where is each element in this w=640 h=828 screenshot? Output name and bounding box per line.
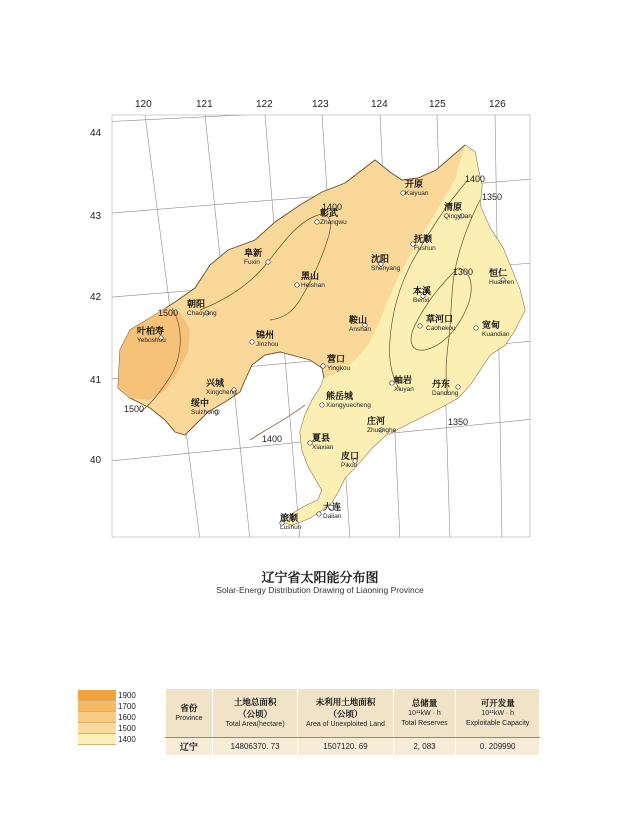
city-dot-icon	[315, 220, 319, 224]
city-dot-icon	[474, 326, 478, 330]
city-dot-icon	[456, 385, 460, 389]
city-name-zh: 庄河	[367, 417, 386, 427]
city-name-zh: 旅顺	[280, 514, 299, 524]
city-name-zh: 鞍山	[349, 316, 368, 326]
header-total-reserves	[393, 689, 456, 738]
city-name-en: Benxi	[413, 297, 430, 304]
city-name-zh: 清原	[444, 203, 463, 213]
city-name-zh: 恒仁	[489, 269, 508, 279]
header-unit: 10¹¹kW · h	[481, 710, 515, 717]
city-name-en: Fuxin	[244, 259, 260, 266]
longitude-tick: 125	[429, 99, 446, 110]
city-name-en: Xiaxian	[312, 444, 334, 451]
header-en: Province	[175, 715, 203, 722]
longitude-tick: 126	[489, 99, 506, 110]
city-dot-icon	[250, 340, 254, 344]
city-name-zh: 黑山	[301, 272, 320, 282]
city-name-zh: 阜新	[244, 249, 263, 259]
legend-item	[78, 734, 140, 745]
city-name-en: Zhangwu	[320, 219, 347, 226]
city-xiuyan	[390, 374, 414, 393]
legend-item	[78, 690, 140, 701]
city-name-en: Huanren	[489, 279, 514, 286]
header-province	[166, 689, 213, 738]
city-dot-icon	[295, 283, 299, 287]
city-name-zh: 绥中	[191, 399, 210, 409]
isoline-label: 1350	[482, 192, 503, 202]
city-benxi	[413, 285, 431, 304]
stats-table	[165, 688, 540, 756]
isoline-label: 1500	[124, 404, 145, 414]
city-name-en: Pikou	[341, 462, 358, 469]
city-name-en: Lushun	[280, 524, 302, 531]
city-name-zh: 熊岳城	[326, 392, 354, 402]
city-name-en: Chaoyang	[187, 310, 217, 317]
city-name-en: Xingcheng	[206, 389, 237, 396]
header-unit: 10¹¹kW · h	[408, 710, 441, 717]
latitude-tick: 44	[90, 128, 102, 139]
header-en: Total Reserves	[401, 720, 448, 727]
city-name-en: Caohekou	[426, 325, 456, 332]
legend	[78, 690, 140, 754]
city-name-en: Fushun	[414, 245, 436, 252]
city-name-en: Kuandian	[482, 331, 510, 338]
city-name-zh: 宽甸	[482, 321, 501, 331]
isoline-label: 1400	[322, 202, 343, 212]
city-name-en: Xiongyuecheng	[326, 402, 371, 409]
city-dot-icon	[317, 512, 321, 516]
city-name-zh: 草河口	[426, 315, 454, 325]
legend-swatch	[78, 690, 116, 701]
header-zh: 未利用土地面积 （公顷）	[315, 698, 376, 720]
legend-label: 1600	[118, 713, 136, 722]
legend-swatch	[78, 701, 116, 712]
city-xiaxian	[308, 432, 334, 451]
city-name-en: Zhuanghe	[367, 427, 397, 434]
table-cell: 2, 083	[393, 738, 456, 756]
city-dot-icon	[321, 364, 325, 368]
isoline-label: 1400	[262, 434, 283, 444]
latitude-tick: 42	[90, 292, 102, 303]
isoline-label: 1400	[465, 174, 486, 184]
city-name-zh: 叶柏寿	[137, 327, 165, 337]
header-zh: 省份	[180, 704, 198, 714]
city-name-zh: 开原	[405, 180, 424, 190]
city-name-zh: 岫岩	[394, 376, 413, 386]
latitude-tick: 41	[90, 375, 102, 386]
city-name-en: Jinzhou	[256, 341, 279, 348]
table-cell: 0. 209990	[456, 738, 540, 756]
city-name-zh: 本溪	[413, 287, 432, 297]
city-name-zh: 营口	[327, 355, 346, 365]
city-name-zh: 夏县	[312, 434, 331, 444]
table-cell: 14806370. 73	[212, 738, 297, 756]
city-name-en: Dalian	[323, 513, 342, 520]
isoline-label: 1500	[158, 308, 179, 318]
city-name-zh: 丹东	[432, 380, 451, 390]
legend-item	[78, 701, 140, 712]
legend-label: 1700	[118, 702, 136, 711]
table-header-row	[166, 689, 540, 738]
city-name-en: Shenyang	[371, 265, 401, 272]
city-name-en: Yeboshou	[137, 337, 166, 344]
longitude-tick: 122	[256, 99, 273, 110]
header-en: Total Area(hectare)	[225, 721, 285, 728]
city-name-en: Dandong	[432, 390, 459, 397]
city-pikou	[341, 450, 359, 469]
legend-label: 1500	[118, 724, 136, 733]
city-name-en: Suizhong	[191, 409, 219, 416]
city-name-zh: 锦州	[256, 331, 275, 341]
latitude-tick: 40	[90, 455, 102, 466]
header-zh: 土地总面积 （公顷）	[233, 698, 277, 720]
latitude-ticks	[90, 128, 102, 466]
city-dot-icon	[418, 324, 422, 328]
table-cell: 1507120. 69	[298, 738, 393, 756]
city-name-en: Anshan	[349, 326, 372, 333]
legend-item	[78, 712, 140, 723]
legend-swatch	[78, 734, 116, 745]
city-name-zh: 彰武	[320, 209, 339, 219]
table-row	[166, 738, 540, 756]
city-name-en: Kaiyuan	[405, 190, 429, 197]
legend-label: 1900	[118, 691, 136, 700]
city-name-zh: 朝阳	[187, 300, 206, 310]
legend-label: 1400	[118, 735, 136, 744]
header-en: Exploitable Capacity	[465, 720, 530, 727]
city-name-zh: 抚顺	[414, 235, 433, 245]
city-name-en: Qingyuan	[444, 213, 472, 220]
header-en: Area of Unexploited Land	[305, 721, 385, 728]
city-name-zh: 沈阳	[371, 255, 390, 265]
city-dot-icon	[266, 260, 270, 264]
city-name-en: Xiuyan	[394, 386, 414, 393]
legend-swatch	[78, 712, 116, 723]
header-unexploited	[298, 689, 393, 738]
header-exploitable	[456, 689, 540, 738]
latitude-tick: 43	[90, 211, 102, 222]
city-dot-icon	[320, 403, 324, 407]
city-name-zh: 皮口	[341, 452, 360, 462]
longitude-tick: 124	[371, 99, 388, 110]
longitude-tick: 121	[196, 99, 213, 110]
city-name-en: Heishan	[301, 282, 325, 289]
longitude-tick: 123	[312, 99, 329, 110]
isoline-label: 1300	[453, 267, 474, 277]
legend-item	[78, 723, 140, 734]
header-zh: 可开发量	[480, 699, 515, 709]
header-zh: 总储量	[411, 699, 438, 709]
table-cell: 辽宁	[166, 738, 213, 756]
longitude-ticks	[135, 99, 506, 110]
legend-swatch	[78, 723, 116, 734]
header-total-area	[212, 689, 297, 738]
longitude-tick: 120	[135, 99, 152, 110]
city-name-zh: 兴城	[206, 379, 225, 389]
map-subtitle: Solar-Energy Distribution Drawing of Liaoning Province	[216, 585, 424, 595]
city-name-zh: 大连	[323, 503, 342, 513]
isoline-label: 1350	[448, 417, 469, 427]
city-name-en: Yingkou	[327, 365, 351, 372]
map-title: 辽宁省太阳能分布图	[261, 571, 379, 586]
city-yeboshou	[137, 325, 166, 344]
